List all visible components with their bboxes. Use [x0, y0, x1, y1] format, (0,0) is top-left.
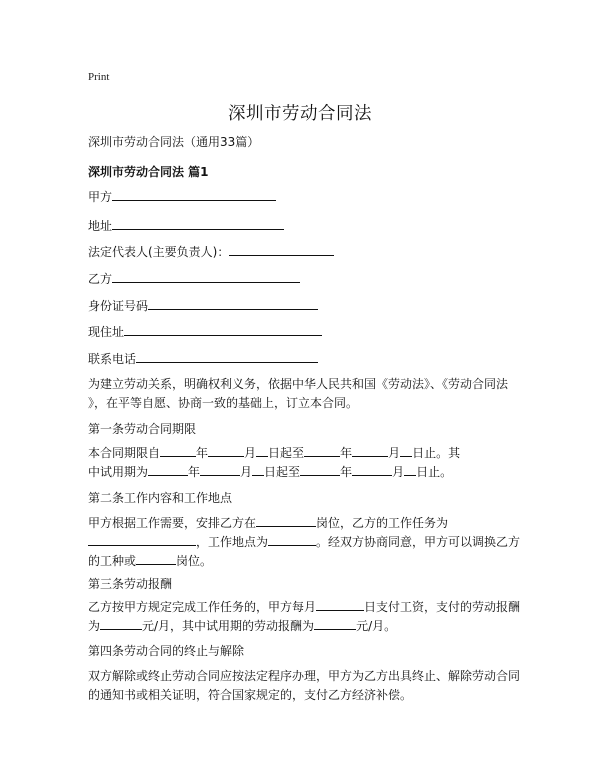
- blank[interactable]: [352, 464, 392, 476]
- address-blank[interactable]: [112, 217, 284, 230]
- field-id-number: [88, 297, 318, 314]
- text: 元/月，其中试用期的劳动报酬为: [142, 619, 315, 633]
- text: 本合同期限自: [88, 446, 161, 460]
- field-address: [88, 217, 284, 234]
- text: 中试用期为: [88, 465, 149, 479]
- article4-heading: 第四条劳动合同的终止与解除: [88, 644, 245, 658]
- text: 年: [188, 465, 201, 479]
- article4-line: 的通知书或相关证明，符合国家规定的，支付乙方经济补偿。: [88, 688, 413, 702]
- blank[interactable]: [208, 445, 244, 457]
- blank[interactable]: [136, 553, 176, 565]
- text: 乙方按甲方规定完成工作任务的，甲方每月: [88, 600, 317, 614]
- legal-rep-blank[interactable]: [229, 243, 334, 256]
- article2-line-3: [88, 552, 520, 571]
- text: 日起至: [264, 465, 301, 479]
- text: 元/月。: [356, 619, 397, 633]
- id-number-blank[interactable]: [148, 297, 318, 310]
- text: 月: [244, 446, 257, 460]
- article3-heading: 第三条劳动报酬: [88, 577, 173, 591]
- blank[interactable]: [148, 464, 188, 476]
- text: 月: [388, 446, 401, 460]
- field-legal-rep-label: 法定代表人(主要负责人)：: [88, 245, 230, 259]
- blank[interactable]: [404, 464, 416, 476]
- text: 岗位。: [176, 554, 213, 568]
- document-title: 深圳市劳动合同法: [228, 104, 372, 124]
- party-a-blank[interactable]: [112, 188, 276, 201]
- text: 年: [340, 465, 353, 479]
- text: 的工种或: [88, 554, 137, 568]
- blank[interactable]: [256, 445, 268, 457]
- article4-line: 双方解除或终止劳动合同应按法定程序办理，甲方为乙方出具终止、解除劳动合同: [88, 669, 521, 683]
- blank[interactable]: [352, 445, 388, 457]
- field-party-b: [88, 270, 300, 287]
- section-heading: 深圳市劳动合同法 篇1: [88, 165, 209, 179]
- text: 月: [240, 465, 253, 479]
- text: 。经双方协商同意，甲方可以调换乙方: [316, 535, 521, 549]
- field-id-number-label: 身份证号码: [88, 299, 149, 313]
- text: 岗位，乙方的工作任务为: [316, 516, 449, 530]
- text: ，工作地点为: [196, 535, 269, 549]
- field-phone-label: 联系电话: [88, 352, 137, 366]
- article1-heading: 第一条劳动合同期限: [88, 422, 197, 436]
- blank[interactable]: [268, 534, 316, 546]
- text: 月: [392, 465, 405, 479]
- text: 为: [88, 619, 101, 633]
- text: 日止。: [416, 465, 453, 479]
- field-party-a-label: 甲方: [88, 190, 113, 204]
- article3-line-1: [88, 598, 520, 617]
- field-party-a: [88, 188, 276, 205]
- blank[interactable]: [256, 515, 316, 527]
- blank[interactable]: [200, 464, 240, 476]
- phone-blank[interactable]: [136, 350, 318, 363]
- blank[interactable]: [300, 464, 340, 476]
- text: 日支付工资，支付的劳动报酬: [364, 600, 521, 614]
- article2-line-1: [88, 514, 520, 533]
- text: 年: [196, 446, 209, 460]
- blank[interactable]: [252, 464, 264, 476]
- article3-line-2: [88, 617, 520, 636]
- text: 年: [340, 446, 353, 460]
- blank[interactable]: [316, 599, 364, 611]
- field-legal-rep: [88, 243, 334, 260]
- article3-paragraph: [88, 598, 520, 636]
- field-residence: [88, 323, 322, 340]
- article2-heading: 第二条工作内容和工作地点: [88, 491, 233, 505]
- blank[interactable]: [400, 445, 412, 457]
- blank[interactable]: [160, 445, 196, 457]
- document-subtitle: 深圳市劳动合同法（通用33篇）: [88, 135, 260, 149]
- article2-paragraph: [88, 514, 520, 571]
- text: 甲方根据工作需要，安排乙方在: [88, 516, 257, 530]
- field-phone: [88, 350, 318, 367]
- residence-blank[interactable]: [124, 323, 322, 336]
- text: 日起至: [268, 446, 305, 460]
- article4-paragraph: [88, 667, 520, 705]
- blank[interactable]: [314, 618, 356, 630]
- article2-line-2: [88, 533, 520, 552]
- article1-line-2: [88, 463, 520, 482]
- field-address-label: 地址: [88, 219, 113, 233]
- blank[interactable]: [100, 618, 142, 630]
- blank[interactable]: [304, 445, 340, 457]
- intro-line: 为建立劳动关系，明确权利义务，依据中华人民共和国《劳动法》、《劳动合同法: [88, 377, 509, 391]
- print-label[interactable]: Print: [88, 71, 110, 83]
- intro-line: 》，在平等自愿、协商一致的基础上，订立本合同。: [88, 396, 359, 410]
- article1-paragraph: [88, 444, 520, 482]
- text: 日止。其: [412, 446, 461, 460]
- field-party-b-label: 乙方: [88, 272, 113, 286]
- party-b-blank[interactable]: [112, 270, 300, 283]
- article1-line-1: [88, 444, 520, 463]
- blank[interactable]: [88, 534, 196, 546]
- field-residence-label: 现住址: [88, 325, 125, 339]
- intro-paragraph: [88, 375, 520, 413]
